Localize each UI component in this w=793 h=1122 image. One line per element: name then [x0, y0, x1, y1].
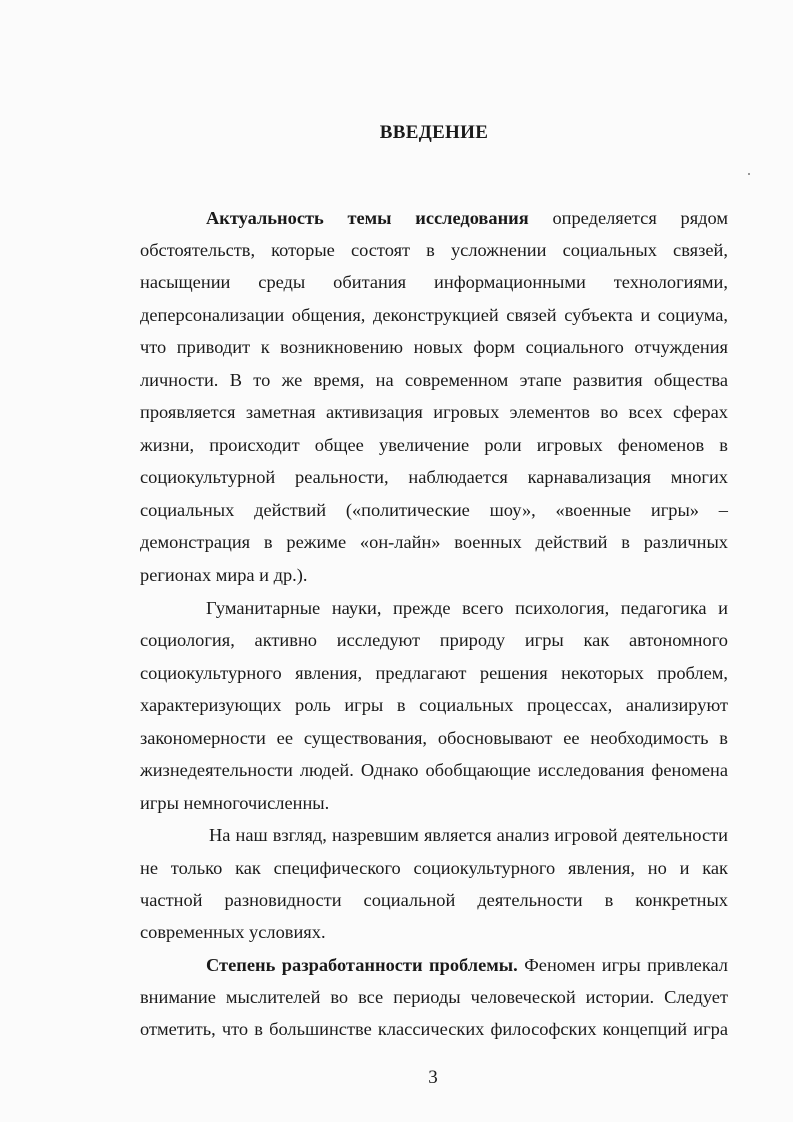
text-line: что приводит к возникновению новых форм социального отчуждения [140, 337, 728, 357]
text-line: социокультурной реальности, наблюдается карнавализация многих [140, 467, 728, 487]
text-line: проявляется заметная активизация игровых элементов во всех сферах [140, 402, 728, 422]
text-line: современных условиях. [140, 922, 326, 942]
text-line: обстоятельств, которые состоят в усложнении социальных связей, [140, 240, 728, 260]
text-line: деперсонализации общения, деконструкцией связей субъекта и социума, [140, 305, 728, 325]
text-fragment: определяется рядом [552, 208, 728, 228]
text-line: игры немногочисленны. [140, 793, 330, 813]
text-line: жизнедеятельности людей. Однако обобщающие исследования феномена [140, 760, 728, 780]
scan-speck [748, 173, 750, 175]
text-line: регионах мира и др.). [140, 565, 308, 585]
text-line: демонстрация в режиме «он-лайн» военных действий в различных [140, 532, 728, 552]
text-line: закономерности ее существования, обосновывают ее необходимость в [140, 728, 728, 748]
bold-lead: Актуальность темы исследования [206, 208, 529, 228]
text-line: социология, активно исследуют природу игры как автономного [140, 630, 728, 650]
text-line: социальных действий («политические шоу», «военные игры» – [140, 500, 728, 520]
text-line: отметить, что в большинстве классических философских концепций игра [140, 1019, 728, 1039]
text-line: характеризующих роль игры в социальных процессах, анализируют [140, 695, 728, 715]
text-line: личности. В то же время, на современном этапе развития общества [140, 370, 728, 390]
text-line: не только как специфического социокультурного явления, но и как [140, 858, 728, 878]
text-line: частной разновидности социальной деятельности в конкретных [140, 890, 728, 910]
bold-lead: Степень разработанности проблемы. [206, 955, 518, 975]
text-line: насыщении среды обитания информационными технологиями, [140, 272, 728, 292]
text-line [206, 206, 728, 230]
text-line: жизни, происходит общее увеличение роли игровых феноменов в [140, 435, 728, 455]
text-line: социокультурного явления, предлагают решения некоторых проблем, [140, 663, 728, 683]
text-line: На наш взгляд, назревшим является анализ игровой деятельности [209, 825, 728, 845]
page-title: ВВЕДЕНИЕ [379, 122, 489, 143]
text-line: внимание мыслителей во все периоды человеческой истории. Следует [140, 987, 728, 1007]
text-fragment: Феномен игры привлекал [524, 955, 728, 975]
text-line [206, 953, 728, 977]
page-number: 3 [428, 1067, 438, 1088]
text-line: Гуманитарные науки, прежде всего психология, педагогика и [206, 598, 728, 618]
